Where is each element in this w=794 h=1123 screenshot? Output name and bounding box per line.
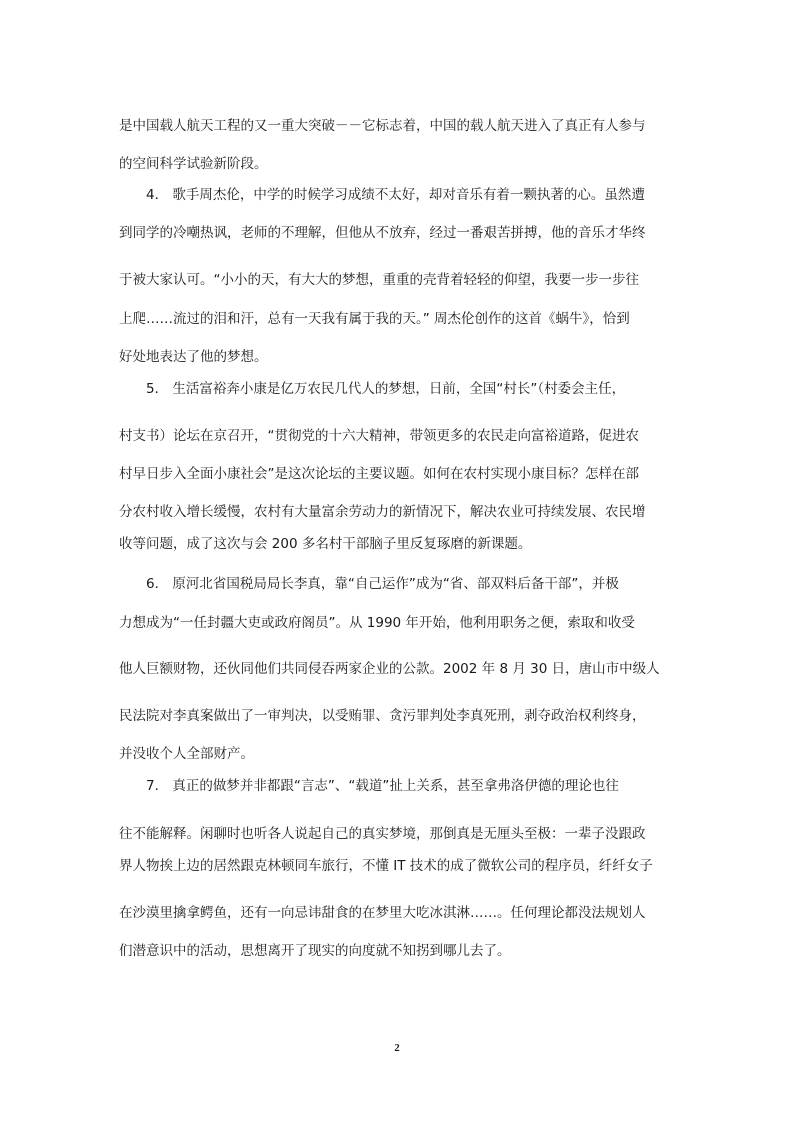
paragraph-line: 6． 原河北省国税局局长李真，靠“自己运作”成为“省、部双料后备干部”，并极 <box>146 576 619 592</box>
paragraph-line: 界人物挨上边的居然跟克林顿同车旅行，不懂 IT 技术的成了微软公司的程序员，纤纤女子 <box>119 858 653 874</box>
paragraph-line: 往不能解释。闲聊时也听各人说起自己的真实梦境，那倒真是无厘头至极：一辈子没跟政 <box>119 826 646 842</box>
paragraph-line: 村早日步入全面小康社会”是这次论坛的主要议题。如何在农村实现小康目标？怎样在部 <box>119 466 639 482</box>
paragraph-line: 力想成为“一任封疆大吏或政府阁员”。从 1990 年开始，他利用职务之便，索取和收受 <box>119 615 635 631</box>
paragraph-line: 5． 生活富裕奔小康是亿万农民几代人的梦想，日前，全国“村长”（村委会主任， <box>146 381 626 397</box>
paragraph-line: 7． 真正的做梦并非都跟“言志”、“载道”扯上关系，甚至拿弗洛伊德的理论也往 <box>146 778 619 794</box>
paragraph-line: 他人巨额财物，还伙同他们共同侵吞两家企业的公款。2002 年 8 月 30 日，唐山市中级人 <box>119 661 660 677</box>
paragraph-line: 的空间科学试验新阶段。 <box>119 156 268 172</box>
paragraph-line: 收等问题，成了这次与会 200 多名村干部脑子里反复琢磨的新课题。 <box>119 536 532 552</box>
paragraph-line: 民法院对李真案做出了一审判决，以受贿罪、贪污罪判处李真死刑，剥夺政治权利终身， <box>119 708 646 724</box>
paragraph-line: 村支书）论坛在京召开，“贯彻党的十六大精神，带领更多的农民走向富裕道路，促进农 <box>119 428 639 444</box>
page-number: 2 <box>394 1042 400 1054</box>
paragraph-line: 上爬……流过的泪和汗，总有一天我有属于我的天。” 周杰伦创作的这首《蜗牛》，恰到 <box>119 311 630 327</box>
paragraph-line: 于被大家认可。“小小的天，有大大的梦想，重重的壳背着轻轻的仰望，我要一步一步往 <box>119 272 639 288</box>
paragraph-line: 4． 歌手周杰伦，中学的时候学习成绩不太好，却对音乐有着一颗执著的心。虽然遭 <box>146 187 645 203</box>
paragraph-line: 分农村收入增长缓慢，农村有大量富余劳动力的新情况下，解决农业可持续发展、农民增 <box>119 504 646 520</box>
paragraph-line: 是中国载人航天工程的又一重大突破－－它标志着，中国的载人航天进入了真正有人参与 <box>119 118 646 134</box>
paragraph-line: 在沙漠里擒拿鳄鱼，还有一向忌讳甜食的在梦里大吃冰淇淋……。任何理论都没法规划人 <box>119 905 646 921</box>
paragraph-line: 到同学的冷嘲热讽，老师的不理解，但他从不放弃，经过一番艰苦拼搏，他的音乐才华终 <box>119 225 646 241</box>
paragraph-line: 好处地表达了他的梦想。 <box>119 349 268 365</box>
paragraph-line: 并没收个人全部财产。 <box>119 746 254 762</box>
paragraph-line: 们潜意识中的活动，思想离开了现实的向度就不知拐到哪儿去了。 <box>119 943 511 959</box>
